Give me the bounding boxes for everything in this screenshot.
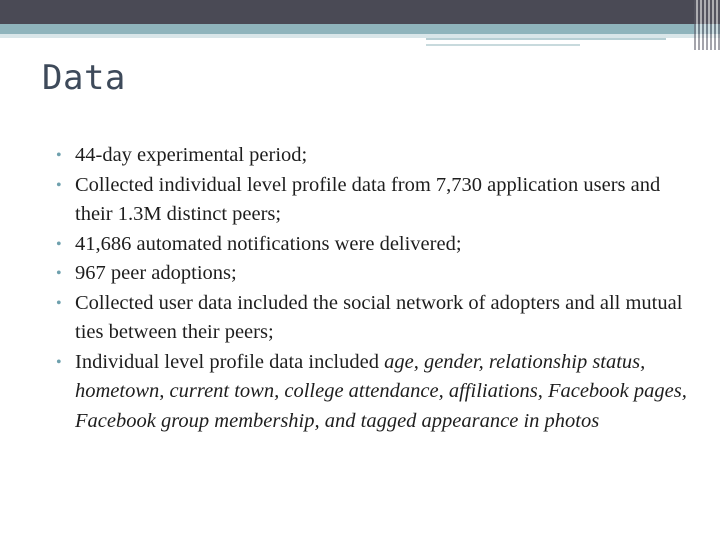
bullet-icon: • [56,176,62,194]
bullet-text: Collected individual level profile data from 7,730 application users and their 1.3M distinct peers; [75,173,661,225]
corner-stripes-decoration [694,0,720,50]
bullet-item [56,259,692,289]
bullet-text-italic: age, gender, relationship status, hometown, current town, college attendance, affiliations, Facebook pages, Facebook group membership, and tagged appearance in photos [75,350,687,432]
slide-title: Data [42,58,126,98]
bullet-icon: • [56,294,62,312]
header-accent-line-short [426,44,580,46]
bullet-text: Collected user data included the social network of adopters and all mutual ties between their peers; [75,291,683,343]
bullet-item [56,141,692,171]
bullet-item [56,230,692,260]
bullet-icon: • [56,235,62,253]
bullet-text: 41,686 automated notifications were delivered; [75,232,462,255]
bullet-item [56,289,692,348]
bullet-list [56,141,692,436]
bullet-icon: • [56,147,62,164]
bullet-text: 967 peer adoptions; [75,262,237,284]
bullet-icon: • [56,265,62,282]
bullet-icon: • [56,353,62,371]
bullet-text: Individual level profile data included [75,350,385,373]
header-band-teal [0,24,720,34]
bullet-item [56,348,692,437]
header-accent-line [426,38,666,40]
bullet-text: 44-day experimental period; [75,144,308,166]
header-band-dark [0,0,720,24]
bullet-item [56,171,692,230]
